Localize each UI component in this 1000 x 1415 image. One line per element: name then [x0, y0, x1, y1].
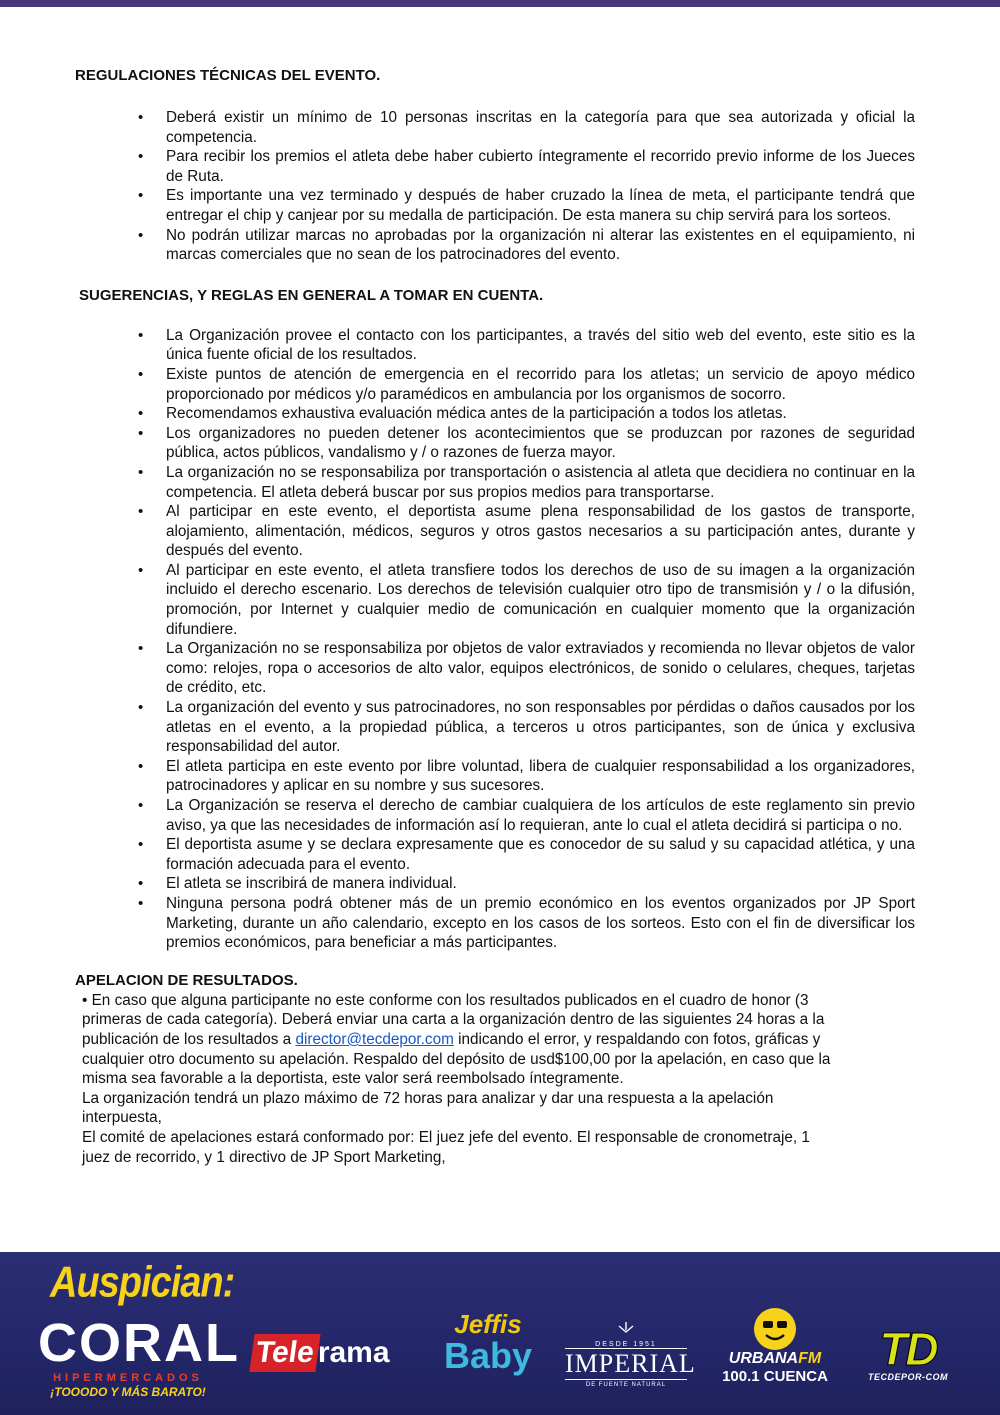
urbana-frequency: 100.1 CUENCA	[722, 1368, 828, 1385]
list-item: • La Organización no se responsabiliza por objetos de valor extraviados y recomienda no llevar objetos de valor como: relojes, ropa o accesorios de alto valor, equipos electrónicos, de sonido o celulares, cheques, tarjetas de crédito, etc.	[75, 639, 915, 698]
list-item: • No podrán utilizar marcas no aprobadas por la organización ni alterar las existentes en el equipamiento, ni marcas comerciales que no sean de los patrocinadores del evento.	[75, 226, 915, 265]
list-item: • La organización del evento y sus patrocinadores, no son responsables por pérdidas o daños causados por los atletas en el evento, a la propiedad pública, a terceros u otros participantes, son de única y exclusiva responsabilidad del autor.	[75, 698, 915, 757]
list-item: • Deberá existir un mínimo de 10 personas inscritas en la categoría para que sea autorizada y oficial la competencia.	[75, 108, 915, 147]
appeal-paragraph-1	[75, 991, 915, 1089]
list-item: • Ninguna persona podrá obtener más de un premio económico en los eventos organizados por JP Sport Marketing, durante un año calendario, excepto en los casos de los sorteos. Esto con el fin de diversificar los premios económicos, para beneficiar a más participantes.	[75, 894, 915, 953]
list-item: • Para recibir los premios el atleta debe haber cubierto íntegramente el recorrido previo informe de los Jueces de Ruta.	[75, 147, 915, 186]
appeal-text-after-email: indicando el error, y respaldando con fotos, gráficas y cualquier otro documento su apelación. Respaldo del depósito de usd$100,00 por la apelación, en caso que la misma sea favorable a la deportista, este valor será reembolsado íntegramente.	[82, 1030, 831, 1088]
tecdepor-mark: TD	[879, 1323, 937, 1375]
document-body	[75, 66, 915, 1167]
appeal-paragraph-2: La organización tendrá un plazo máximo de 72 horas para analizar y dar una respuesta a la apelación interpuesta,	[82, 1089, 774, 1127]
list-item: • La organización no se responsabiliza por transportación o asistencia al atleta que decidiera no continuar en la competencia. El atleta deberá buscar por sus propios medios para transportarse.	[75, 463, 915, 502]
coral-tagline: ¡TOOODO Y MÁS BARATO!	[50, 1385, 206, 1399]
list-item: • El atleta participa en este evento por libre voluntad, libera de cualquier responsabilidad a los organizadores, patrocinadores y aplicar en su nombre y sus sucesores.	[75, 757, 915, 796]
coral-subtitle: HIPERMERCADOS	[53, 1372, 203, 1384]
urbana-fm-logo	[720, 1308, 830, 1385]
urbana-name-a: URBANA	[728, 1350, 799, 1367]
telerama-logo	[252, 1334, 390, 1372]
jeffis-bottom: Baby	[443, 1335, 533, 1376]
urbana-name	[720, 1350, 830, 1368]
imperial-name: IMPERIAL	[565, 1349, 696, 1378]
imperial-subtitle: DE FUENTE NATURAL	[585, 1382, 667, 1388]
urbana-name-b: FM	[798, 1350, 822, 1367]
coral-logo	[38, 1313, 240, 1399]
top-accent-bar	[0, 0, 1000, 7]
jeffis-top: Jeffis	[454, 1309, 522, 1339]
telerama-first: Tele	[249, 1334, 320, 1372]
appeal-heading: APELACION DE RESULTADOS.	[75, 971, 298, 989]
appeal-text-before-email: • En caso que alguna participante no este conforme con los resultados publicados en el cuadro de honor (3 primeras de cada categoría). Deberá enviar una carta a la organización dentro de las siguientes 24 horas a la publicación de los resultados a	[82, 991, 825, 1048]
suggestions-heading: SUGERENCIAS, Y REGLAS EN GENERAL A TOMAR EN CUENTA.	[79, 286, 544, 304]
appeal-paragraph-3: El comité de apelaciones estará conformado por: El juez jefe del evento. El responsable de cronometraje, 1 juez de recorrido, y 1 directivo de JP Sport Marketing,	[82, 1128, 810, 1166]
imperial-crest-icon	[616, 1322, 636, 1336]
list-item: • El atleta se inscribirá de manera individual.	[75, 874, 915, 894]
telerama-rest: rama	[317, 1336, 390, 1369]
list-item: • El deportista asume y se declara expresamente que es conocedor de su salud y su capacidad atlética, y una formación adecuada para el evento.	[75, 835, 915, 874]
list-item: • Al participar en este evento, el deportista asume plena responsabilidad de los gastos de transporte, alojamiento, alimentación, médicos, seguros y otros gastos necesarios a su participación antes, durante y después del evento.	[75, 502, 915, 561]
jeffis-baby-logo	[443, 1310, 533, 1374]
sponsors-title: Auspician:	[50, 1258, 235, 1308]
appeal-section	[75, 991, 915, 1167]
suggestions-list	[75, 326, 915, 953]
sponsors-band	[0, 1252, 1000, 1415]
list-item: • Existe puntos de atención de emergencia en el recorrido para los atletas; un servicio de apoyo médico proporcionado por médicos y/o paramédicos en ambulancia por los organismos de socorro.	[75, 365, 915, 404]
list-item: • Recomendamos exhaustiva evaluación médica antes de la participación a todos los atletas.	[75, 404, 915, 424]
tecdepor-subtitle: TECDEPOR-COM	[868, 1372, 948, 1382]
smiley-headphones-icon	[754, 1308, 796, 1350]
imperial-logo	[565, 1322, 696, 1388]
list-item: • Es importante una vez terminado y después de haber cruzado la línea de meta, el participante tendrá que entregar el chip y canjear por su medalla de participación. De esta manera su chip servirá para los sorteos.	[75, 186, 915, 225]
technical-regulations-list	[75, 108, 915, 265]
list-item: • La Organización provee el contacto con los participantes, a través del sitio web del evento, este sitio es la única fuente oficial de los resultados.	[75, 326, 915, 365]
technical-regulations-heading: REGULACIONES TÉCNICAS DEL EVENTO.	[75, 67, 381, 84]
list-item: • Al participar en este evento, el atleta transfiere todos los derechos de uso de su imagen a la organización incluido el derecho escenario. Los derechos de televisión cualquier otro tipo de transmisión y / o la difusión, promoción, por Internet y cualquier medio de comunicación en cualquier momento que la organización difundiere.	[75, 561, 915, 639]
coral-name: CORAL	[38, 1313, 240, 1373]
director-email-link[interactable]: director@tecdepor.com	[295, 1030, 454, 1048]
list-item: • La Organización se reserva el derecho de cambiar cualquiera de los artículos de este reglamento sin previo aviso, ya que las necesidades de información así lo requieran, ante lo cual el atleta decidirá si participa o no.	[75, 796, 915, 835]
tecdepor-logo	[858, 1323, 958, 1382]
imperial-established: DESDE 1951	[595, 1341, 657, 1348]
list-item: • Los organizadores no pueden detener los acontecimientos que se produzcan por razones de seguridad pública, actos públicos, vandalismo y / o razones de fuerza mayor.	[75, 424, 915, 463]
